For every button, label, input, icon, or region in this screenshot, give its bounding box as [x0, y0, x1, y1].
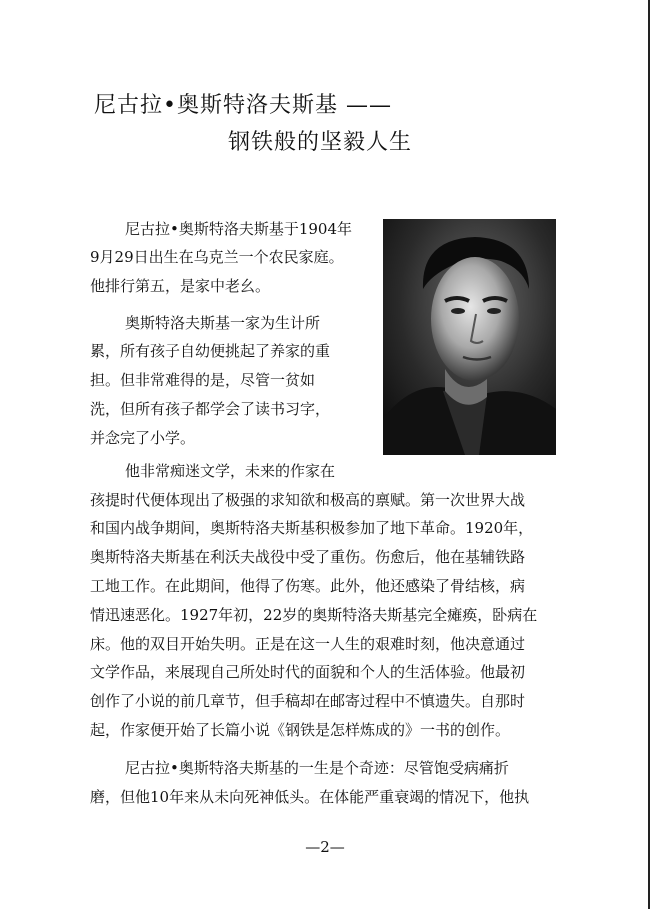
body-text-line: 担。但非常难得的是，尽管一贫如 [90, 371, 316, 389]
body-text-line: 磨，但他10年来从未向死神低头。在体能严重衰竭的情况下，他执 [90, 788, 530, 806]
body-text-line: 洗，但所有孩子都学会了读书习字， [90, 400, 331, 418]
body-text-line: 创作了小说的前几章节，但手稿却在邮寄过程中不慎遗失。自那时 [90, 692, 526, 710]
body-text-line: 他排行第五，是家中老幺。 [90, 277, 271, 295]
page-number: —2— [305, 838, 345, 856]
body-text-line: 孩提时代便体现出了极强的求知欲和极高的禀赋。第一次世界大战 [90, 491, 526, 509]
body-text-line: 累，所有孩子自幼便挑起了养家的重 [90, 342, 331, 360]
title-line-2: 钢铁般的坚毅人生 [228, 130, 413, 155]
body-text-line: 文学作品，来展现自己所处时代的面貌和个人的生活体验。他最初 [90, 663, 526, 681]
body-text-line: 他非常痴迷文学，未来的作家在 [125, 462, 336, 480]
body-text-line: 工地工作。在此期间，他得了伤寒。此外，他还感染了骨结核，病 [90, 577, 526, 595]
body-text-line: 情迅速恶化。1927年初，22岁的奥斯特洛夫斯基完全瘫痪，卧病在 [90, 606, 538, 624]
body-text-line: 尼古拉•奥斯特洛夫斯基的一生是个奇迹：尽管饱受病痛折 [125, 759, 509, 777]
body-text-line: 和国内战争期间，奥斯特洛夫斯基积极参加了地下革命。1920年， [90, 519, 534, 537]
body-text-line: 尼古拉•奥斯特洛夫斯基于1904年 [125, 220, 353, 238]
portrait-image [383, 219, 556, 455]
portrait-photo [383, 219, 556, 455]
body-text-line: 起，作家便开始了长篇小说《钢铁是怎样炼成的》一书的创作。 [90, 721, 511, 739]
body-text-line: 并念完了小学。 [90, 429, 196, 447]
body-text-line: 9月29日出生在乌克兰一个农民家庭。 [90, 248, 344, 266]
body-text-line: 奥斯特洛夫斯基一家为生计所 [125, 314, 321, 332]
title-line-1: 尼古拉•奥斯特洛夫斯基 —— [94, 93, 392, 118]
body-text-line: 床。他的双目开始失明。正是在这一人生的艰难时刻，他决意通过 [90, 635, 526, 653]
body-text-line: 奥斯特洛夫斯基在利沃夫战役中受了重伤。伤愈后，他在基辅铁路 [90, 548, 526, 566]
